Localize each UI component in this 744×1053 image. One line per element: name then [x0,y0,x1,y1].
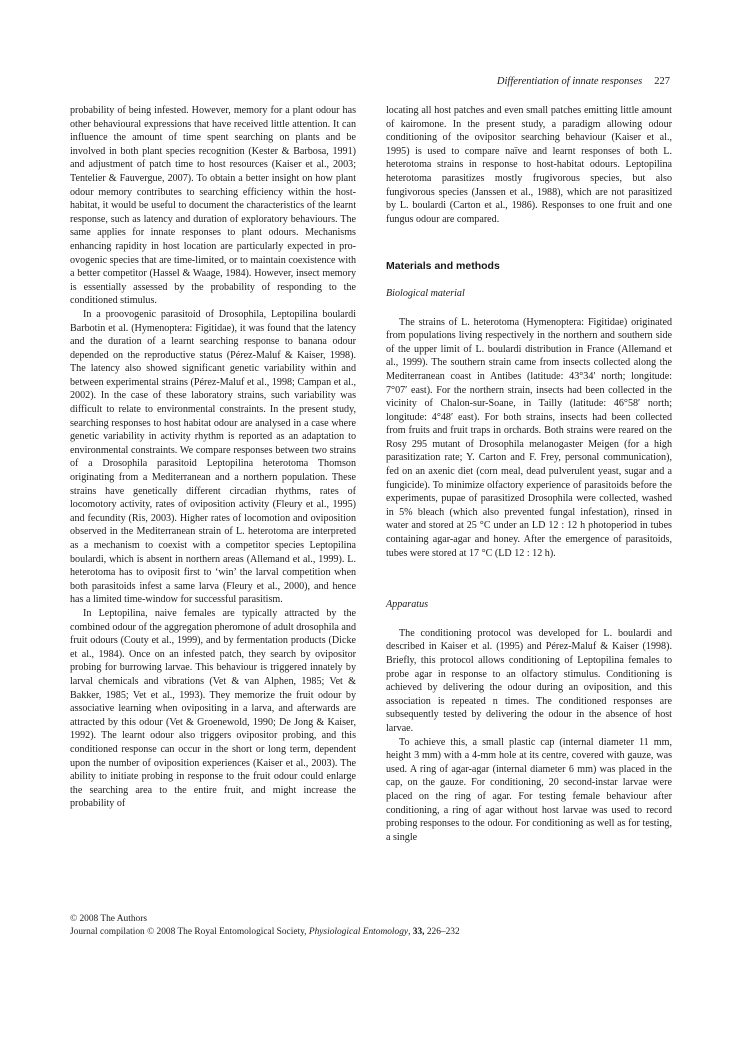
journal-name: Physiological Entomology [308,927,409,937]
journal-separator: , [408,927,413,937]
paragraph: In a proovogenic parasitoid of Drosophila, Leptopilina boulardi Barbotin et al. (Hymenoptera: Figitidae), it was found that the latency and the duration of a learnt searching response to banana odour depended on the reproductive status (Pérez-Maluf & Kaiser, 1998). The latency also showed significant genetic variability within and between experimental strains (Pérez-Maluf et al., 1998; Campan et al., 2002). In the case of these laboratory strains, such variability was difficult to relate to environmental constraints. In the present study, searching responses to host habitat odour are analysed in a case where genetic variability in activity rhythm is reported as an adaptation to environmental constraints. We compare responses between two strains of a Drosophila parasitoid Leptopilina heterotoma Thomson originating from a Mediterranean and a northern population. These strains have genetically different circadian rhythms, rates of locomotory activity, rates of oviposition activity (Fleury et al., 1995) and fecundity (Ris, 2003). Higher rates of locomotion and oviposition observed in the Mediterranean strain of L. heterotoma are interpreted as a mechanism to coexist with a competitor species Leptopilina boulardi, which is absent in northern areas (Allemand et al., 1999). L. heterotoma has to oviposit first to ‘win’ the larval competition when both parasitoids infest a same larva (Fleury et al., 2000), and hence has a limited time-window for successful parasitism. [70,308,356,606]
subsection-heading: Biological material [386,287,465,299]
paragraph: The strains of L. heterotoma (Hymenoptera: Figitidae) originated from populations living respectively in the northern and southern side of the upper limit of L. boulardi distribution in France (Allemand et al., 1999). The southern strain came from insects collected along the Mediterranean coast in Antibes (latitude: 43°34′ north; longitude: 7°07′ east). For the northern strain, insects had been collected in the vicinity of Chalon-sur-Soane, in Tailly (latitude: 46°58′ north; longitude: 4°48′ east). For both strains, insects had been collected from fruits and fruit traps in orchards. Both strains were reared on the Rosy 295 mutant of Drosophila melanogaster Meigen (for a high parasitization rate; Y. Carton and F. Frey, personal communication), fed on an axenic diet (corn meal, dead pulverulent yeast, sugar and a fungicide). To minimize olfactory experience of parasitoids before the experiments, pupae of parasitized Drosophila were collected, washed in 5% bleach (which also prevented fungal infestation), rinsed in water and stored at 25 °C under an LD 12 : 12 h photoperiod in tubes containing agar-agar and honey. After the emergence of parasitoids, tubes were stored at 17 °C (LD 12 : 12 h). [386,316,672,559]
paragraph: locating all host patches and even small patches emitting little amount of kairomone. In the present study, a paradigm allowing odour conditioning of the ovipositor searching behaviour (Kaiser et al., 1995) is used to compare naïve and learnt responses of both L. heterotoma strains in response to host-habitat odours. Leptopilina heterotoma parasitizes mostly frugivorous species, but also fungivorous species (Janssen et al., 1988), which are not parasitized by L. boulardi (Carton et al., 1986). Responses to one fruit and one fungus odour are compared. [386,105,672,225]
footer [70,913,460,939]
right-column [386,104,672,844]
journal-volume: 33, [412,927,425,937]
running-head-title: Differentiation of innate responses [496,76,643,87]
paragraph: To achieve this, a small plastic cap (internal diameter 11 mm, height 3 mm) with a 4-mm hole at its centre, covered with gauze, was used. A ring of agar-agar (internal diameter 6 mm) was placed in the cap, on the gauze. For conditioning, 20 second-instar larvae were placed on the ring of agar. For testing female behaviour after conditioning, a ring of agar without host larvae was used to record probing responses to the odour. For conditioning as well as for testing, a single [386,736,672,843]
journal-pages: 226–232 [424,927,460,937]
journal-line [70,926,460,939]
running-head [497,76,670,87]
section-heading: Materials and methods [386,260,500,273]
journal-prefix: Journal compilation © 2008 The Royal Entomological Society, [70,927,309,937]
subsection-heading: Apparatus [386,599,429,611]
page-number: 227 [654,76,670,87]
left-column [70,104,356,811]
paragraph: probability of being infested. However, memory for a plant odour has other behavioural expressions that have received little attention. It can influence the amount of time spent searching on plants and be involved in both plant species recognition (Kester & Barbosa, 1991) and adjustment of patch time to host resources (Kaiser et al., 2003; Tentelier & Fauvergue, 2007). To obtain a better insight on how plant odour memory contributes to searching efficiency within the host-habitat, it would be useful to document the characteristics of the learnt response, such as latency and duration of exploratory behaviours. The same applies for innate responses to plant odours. Mechanisms enhancing rapidity in host location are particularly expected in pro-ovogenic species that are time-limited, or to maintain coexistence with a better competitor (Hassel & Waage, 1984). However, insect memory is essentially assessed by the probability of responding to the conditioned stimulus. [70,105,356,307]
paragraph: The conditioning protocol was developed for L. boulardi and described in Kaiser et al. (1995) and Pérez-Maluf & Kaiser (1998). Briefly, this protocol allows conditioning of Leptopilina females to probe agar in response to an olfactory stimulus. Conditioning is achieved by delivering the odour during an oviposition, and this association is repeated n times. The conditioned responses are subsequently tested by delivering the odour in the absence of host larvae. [386,627,672,734]
paragraph: In Leptopilina, naive females are typically attracted by the combined odour of the aggregation pheromone of adult drosophila and fruit odours (Couty et al., 1999), and by fermentation products (Dicke et al., 1984). Once on an infested patch, they search by ovipositor probing for burrowing larvae. This behaviour is triggered innately by larval chemicals and vibrations (Vet & van Alphen, 1985; Vet & Bakker, 1985; Vet et al., 1993). They memorize the fruit odour by associative learning when ovipositing in a larva, and afterwards are attracted by this odour (Vet & Groenewold, 1990; De Jong & Kaiser, 1992). The learnt odour also triggers ovipositor probing, and this conditioned response can occur in the short or long term, dependent upon the number of oviposition experiences (Kaiser et al., 2003). The ability to initiate probing in response to the fruit odour could enlarge the searching area to the entire fruit, and might increase the probability of [70,607,356,810]
copyright-line: © 2008 The Authors [70,914,147,924]
